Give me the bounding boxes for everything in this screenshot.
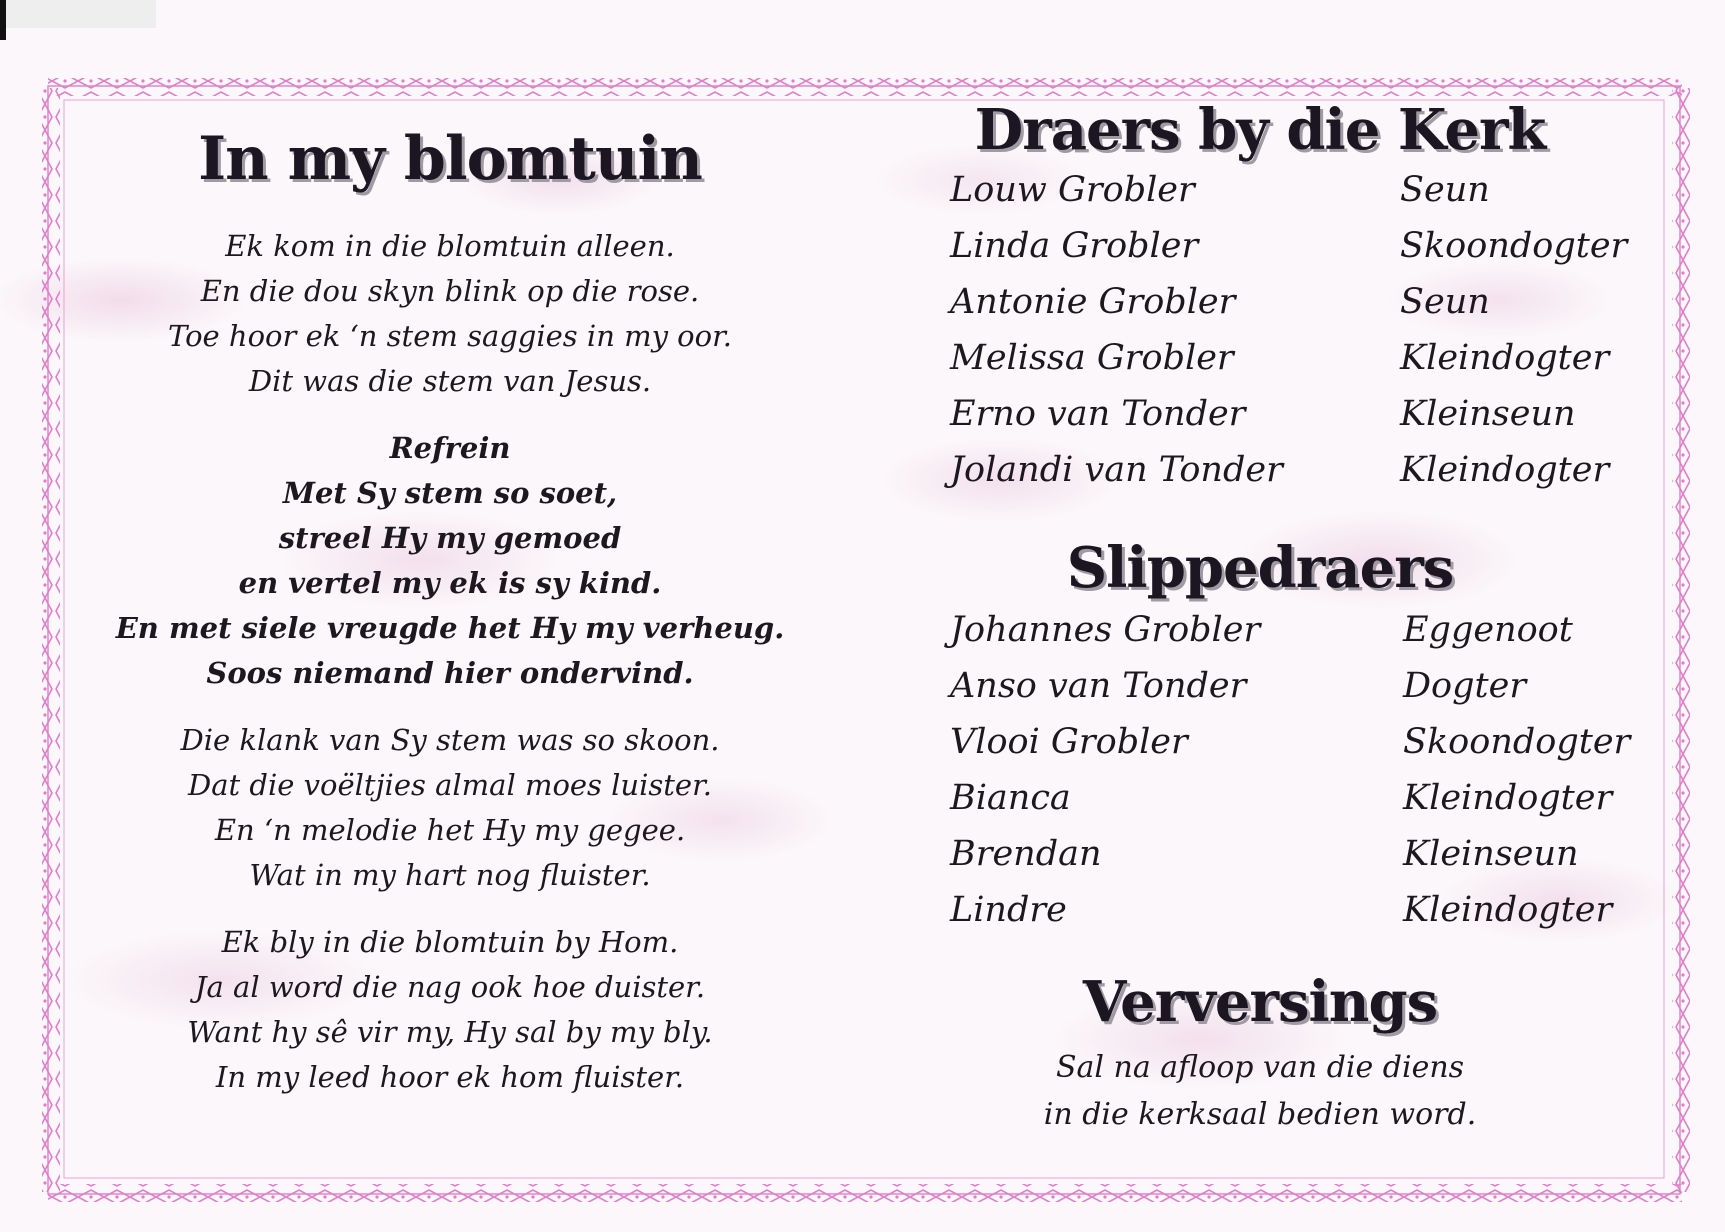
roster-relation: Eggenoot [1403, 610, 1573, 650]
hymn-stanza-1 [90, 224, 810, 404]
hymn-refrain [90, 426, 810, 696]
refrain-heading: Refrein [389, 431, 511, 465]
roster-name: Brendan [950, 834, 1102, 874]
roster-relation: Kleindogter [1400, 338, 1610, 378]
roster-name: Anso van Tonder [950, 666, 1247, 706]
verse-line: Dit was die stem van Jesus. [248, 364, 652, 398]
roster-relation: Skoondogter [1403, 722, 1631, 762]
roster-relation: Kleinseun [1400, 394, 1576, 434]
verse-line: Wat in my hart nog fluister. [249, 858, 651, 892]
verse-line: en vertel my ek is sy kind. [238, 566, 662, 600]
roster-relation: Seun [1400, 170, 1490, 210]
verse-line: Dat die voëltjies almal moes luister. [188, 768, 712, 802]
pall-bearers-title: Slippedraers [1066, 535, 1454, 601]
verse-line: In my leed hoor ek hom fluister. [215, 1060, 685, 1094]
roster-relation: Kleindogter [1400, 450, 1610, 490]
verse-line: En ‘n melodie het Hy my gegee. [214, 813, 686, 847]
verse-line: Ek bly in die blomtuin by Hom. [221, 925, 679, 959]
verse-line: Die klank van Sy stem was so skoon. [180, 723, 720, 757]
roster-name: Vlooi Grobler [950, 722, 1188, 762]
roster-name: Jolandi van Tonder [950, 450, 1283, 490]
roster-name: Erno van Tonder [950, 394, 1246, 434]
hymn-title: In my blomtuin [198, 124, 702, 194]
hymn-stanza-4 [90, 920, 810, 1100]
roster-relation: Dogter [1403, 666, 1527, 706]
verse-line: Met Sy stem so soet, [282, 476, 618, 510]
verse-line: Ja al word die nag ook hoe duister. [194, 970, 706, 1004]
roster-relation: Skoondogter [1400, 226, 1628, 266]
note-line: in die kerksaal bedien word. [1043, 1097, 1477, 1132]
verse-line: En die dou skyn blink op die rose. [200, 274, 700, 308]
roster-relation: Kleindogter [1403, 778, 1613, 818]
verse-line: Toe hoor ek ‘n stem saggies in my oor. [167, 319, 732, 353]
verse-line: streel Hy my gemoed [278, 521, 622, 555]
roster-name: Linda Grobler [950, 226, 1199, 266]
hymn-stanza-3 [90, 718, 810, 898]
roster-name: Lindre [950, 890, 1067, 930]
roster-name: Bianca [950, 778, 1071, 818]
roster-name: Louw Grobler [950, 170, 1195, 210]
roster-name: Antonie Grobler [950, 282, 1236, 322]
bearers-title: Draers by die Kerk [974, 97, 1546, 163]
roster-name: Melissa Grobler [950, 338, 1234, 378]
pall-bearers-list [950, 610, 1650, 950]
refreshments-note [880, 1044, 1640, 1138]
roster-relation: Seun [1400, 282, 1490, 322]
bearers-list [950, 170, 1650, 510]
roster-relation: Kleindogter [1403, 890, 1613, 930]
verse-line: Soos niemand hier ondervind. [206, 656, 694, 690]
roster-relation: Kleinseun [1403, 834, 1579, 874]
verse-line: Ek kom in die blomtuin alleen. [225, 229, 675, 263]
verse-line: Want hy sê vir my, Hy sal by my bly. [187, 1015, 713, 1049]
note-line: Sal na afloop van die diens [1055, 1050, 1465, 1085]
roster-name: Johannes Grobler [950, 610, 1261, 650]
hymn-panel [90, 110, 810, 1100]
verse-line: En met siele vreugde het Hy my verheug. [115, 611, 785, 645]
refreshments-title: Verversings [1082, 969, 1438, 1035]
